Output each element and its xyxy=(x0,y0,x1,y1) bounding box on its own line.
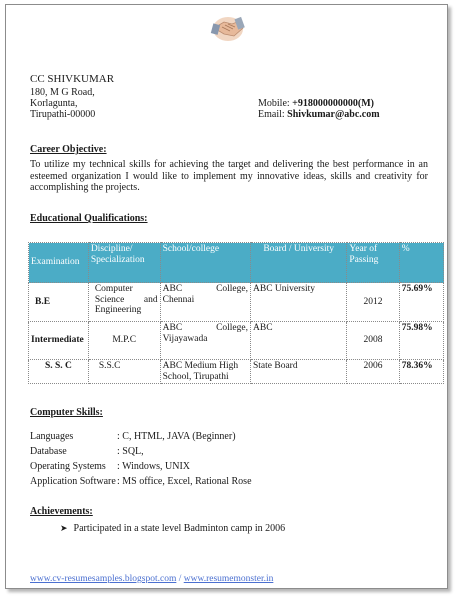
column-header-year: Year of Passing xyxy=(347,243,399,283)
board-cell: ABC University xyxy=(251,283,347,322)
table-row xyxy=(29,360,444,384)
address-line-2: Korlagunta, xyxy=(30,98,78,109)
computer-skills-heading: Computer Skills: xyxy=(30,407,103,418)
table-row xyxy=(29,322,444,360)
year-cell: 2006 xyxy=(347,360,399,384)
address-line-3: Tirupathi-00000 xyxy=(30,109,96,120)
achievement-item xyxy=(60,523,285,534)
skill-row xyxy=(30,459,252,474)
skill-label: Application Software xyxy=(30,476,116,487)
footer-separator: / xyxy=(176,574,184,584)
table-row xyxy=(29,283,444,322)
mobile-label: Mobile: xyxy=(258,98,293,109)
address-line-1: 180, M G Road, xyxy=(30,87,95,98)
exam-cell: B.E xyxy=(29,283,89,322)
column-header-school: School/college xyxy=(160,243,250,283)
email-address: Shivkumar@abc.com xyxy=(287,109,380,120)
board-cell: State Board xyxy=(251,360,347,384)
skill-value: : SQL, xyxy=(117,446,144,457)
percentage-cell: 75.69% xyxy=(399,283,443,322)
mobile-line xyxy=(258,98,374,109)
arrow-bullet-icon: ➤ xyxy=(60,524,68,534)
column-header-board: Board / University xyxy=(251,243,347,283)
footer-link-resumemonster[interactable]: www.resumemonster.in xyxy=(183,574,274,584)
email-line xyxy=(258,109,380,120)
skill-row xyxy=(30,429,252,444)
year-cell: 2008 xyxy=(347,322,399,360)
skill-row xyxy=(30,474,252,489)
skill-label: Operating Systems xyxy=(30,461,106,472)
discipline-cell: M.P.C xyxy=(88,322,160,360)
skill-label: Database xyxy=(30,446,67,457)
achievement-text: Participated in a state level Badminton camp in 2006 xyxy=(73,523,286,534)
handshake-icon xyxy=(210,12,246,46)
achievements-heading: Achievements: xyxy=(30,506,93,517)
education-heading: Educational Qualifications: xyxy=(30,213,148,224)
exam-cell: S. S. C xyxy=(29,360,89,384)
career-objective-heading: Career Objective: xyxy=(30,144,107,155)
school-cell: ABC College, Vijayawada xyxy=(160,322,250,360)
percentage-cell: 78.36% xyxy=(399,360,443,384)
exam-cell: Intermediate xyxy=(29,322,89,360)
skill-value: : MS office, Excel, Rational Rose xyxy=(117,476,252,487)
education-table xyxy=(28,242,444,384)
footer-link-cv-resumesamples[interactable]: www.cv-resumesamples.blogspot.com xyxy=(30,574,177,584)
candidate-name: CC SHIVKUMAR xyxy=(30,73,115,85)
computer-skills-list xyxy=(30,429,252,489)
skill-value: : C, HTML, JAVA (Beginner) xyxy=(117,431,236,442)
email-label: Email: xyxy=(258,109,288,120)
year-cell: 2012 xyxy=(347,283,399,322)
board-cell: ABC xyxy=(251,322,347,360)
skill-label: Languages xyxy=(30,431,74,442)
mobile-number: +918000000000(M) xyxy=(292,98,374,109)
column-header-percentage: % xyxy=(399,243,443,283)
percentage-cell: 75.98% xyxy=(399,322,443,360)
footer-links xyxy=(30,574,273,584)
discipline-cell: Computer Science and Engineering xyxy=(88,283,160,322)
school-cell: ABC College, Chennai xyxy=(160,283,250,322)
discipline-cell: S.S.C xyxy=(88,360,160,384)
career-objective-text: To utilize my technical skills for achieving the target and delivering the best performance in an esteemed organization I would like to implement my innovative ideas, skills and creativity for accomplishing the projects. xyxy=(30,159,428,193)
column-header-examination: Examination xyxy=(29,243,89,283)
skill-value: : Windows, UNIX xyxy=(117,461,191,472)
skill-row xyxy=(30,444,252,459)
table-header-row xyxy=(29,243,444,283)
school-cell: ABC Medium High School, Tirupathi xyxy=(160,360,250,384)
column-header-discipline: Discipline/ Specialization xyxy=(88,243,160,283)
